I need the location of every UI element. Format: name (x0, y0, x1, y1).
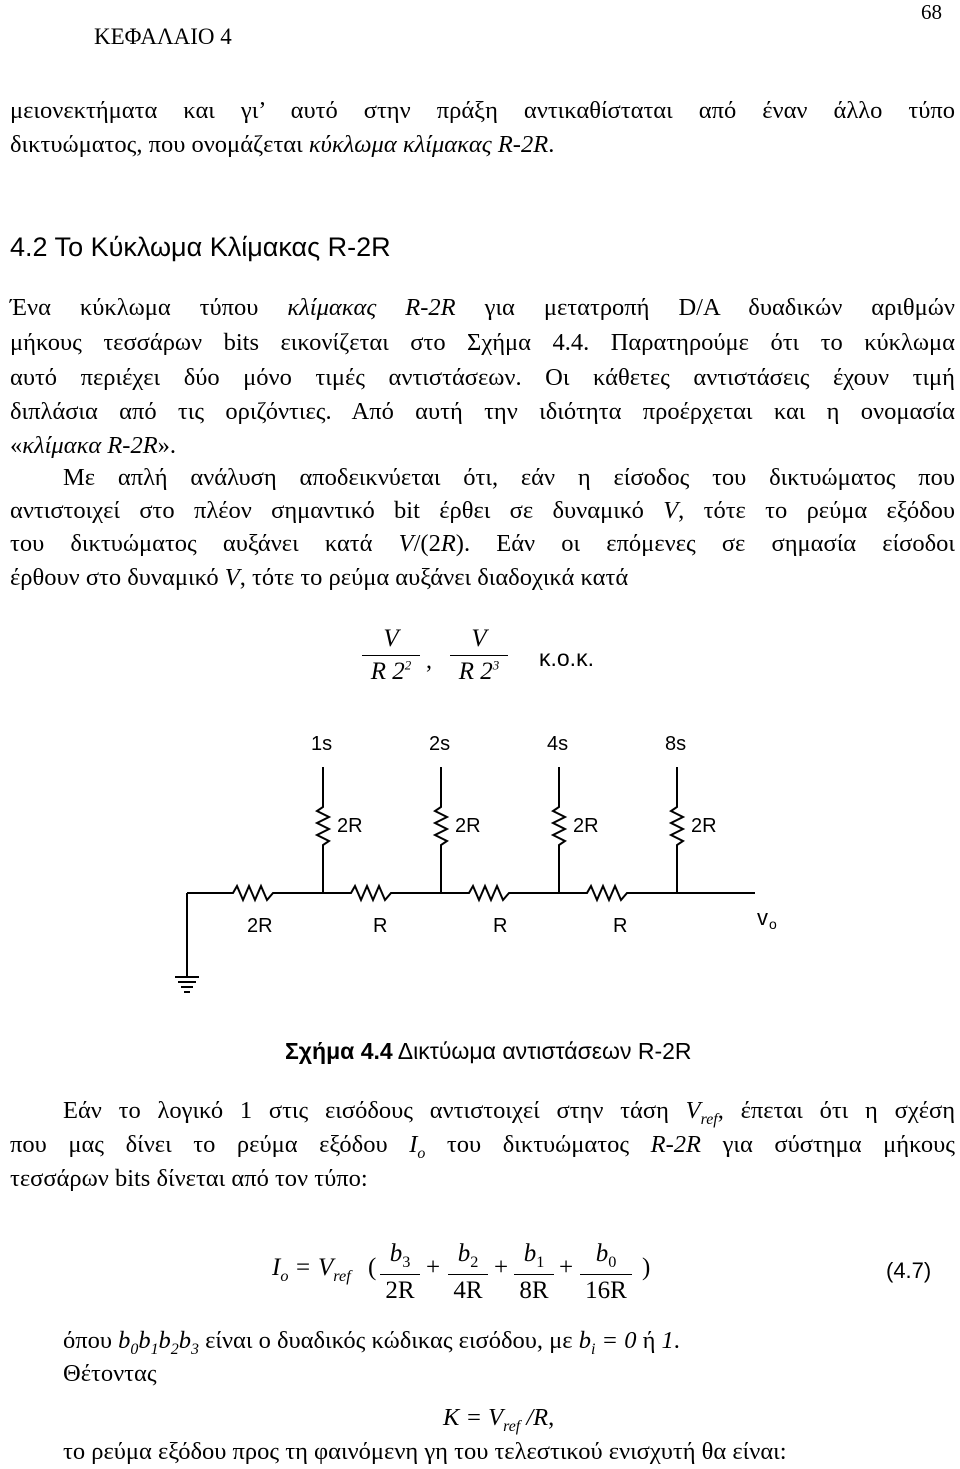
para3-line-1 (63, 1097, 955, 1129)
var-r2r: R-2R (650, 1131, 701, 1158)
fraction-denominator: R $2^2$ (370, 658, 412, 686)
equation-lhs: $I_o$ (272, 1254, 289, 1285)
para1-term: κλίμακα R-2R (22, 432, 158, 459)
horizontal-resistor-label: R (493, 915, 508, 937)
var-v: V (663, 497, 679, 524)
var-bi: $b_i = 0$ (578, 1327, 637, 1358)
equation-close-paren: ) (642, 1254, 651, 1281)
vertical-resistor-label: 2R (337, 815, 363, 837)
horizontal-resistor-label: R (613, 915, 628, 937)
fraction-numerator: V (383, 625, 399, 652)
para3-text: του δικτυώματος (425, 1131, 651, 1158)
para3-text: , έπεται ότι η σχέση (717, 1097, 956, 1124)
vertical-resistor-label: 2R (455, 815, 481, 837)
figure-caption (285, 1038, 692, 1065)
para3-line-2 (10, 1131, 955, 1163)
quote-close: ». (157, 432, 177, 459)
horizontal-resistor-label: 2R (247, 915, 273, 937)
equation-plus: + (426, 1254, 441, 1281)
para2-line-1: Με απλή ανάλυση αποδεικνύεται ότι, εάν η είσοδος του δικτυώματος που (63, 464, 955, 491)
caption-label: Σχήμα 4.4 (285, 1038, 393, 1064)
equation-number: (4.7) (886, 1258, 932, 1283)
fraction-2 (450, 625, 508, 686)
var-v: V (224, 564, 240, 591)
para4-line-2: Θέτοντας (63, 1360, 157, 1387)
para1-text: Ένα κύκλωμα τύπου (10, 294, 288, 321)
para1-term: κλίμακας R-2R (287, 294, 456, 321)
fraction-denominator: R $2^3$ (458, 658, 500, 686)
input-label-2s: 2s (429, 733, 451, 755)
vertical-branch-3 (553, 767, 565, 893)
equation-plus: + (559, 1254, 574, 1281)
var-vref: $V_{ref}$ (685, 1097, 718, 1128)
para2-line-2 (10, 497, 955, 525)
intro-text: δικτυώματος, που ονομάζεται (10, 131, 309, 158)
para2-text: , τότε το ρεύμα αυξάνει διαδοχικά κατά (239, 564, 629, 591)
vertical-branch-4 (671, 767, 683, 893)
fraction-numerator: V (471, 625, 487, 652)
para2-text: /(2 (413, 530, 441, 557)
equation-term-1: $b_3$ 2R (380, 1240, 420, 1305)
para1-line-5 (10, 432, 176, 460)
para2-text: , τότε το ρεύμα εξόδου (678, 497, 955, 524)
output-label: v (757, 905, 768, 930)
intro-line-1: μειονεκτήματα και γι’ αυτό στην πράξη αντικαθίσταται από έναν άλλο τύπο (10, 97, 955, 124)
k-definition: $K = V_{ref}$ /R, (443, 1404, 555, 1435)
equation-plus: + (494, 1254, 509, 1281)
fraction-separator: , (426, 648, 432, 674)
intro-period: . (548, 131, 555, 158)
intro-line-2 (10, 131, 554, 159)
vertical-resistor-label: 2R (573, 815, 599, 837)
fraction-1 (362, 625, 420, 686)
r2r-ladder-diagram (175, 725, 795, 1010)
page-number: 68 (921, 0, 942, 24)
para3-text: Εάν το λογικό 1 στις εισόδους αντιστοιχεί στην τάση (63, 1097, 686, 1124)
chapter-header: ΚΕΦΑΛΑΙΟ 4 (94, 24, 232, 49)
para4-line-1: όπου $b_0b_1b_2b_3$ είναι ο δυαδικός κώδικας εισόδου, με $b_i = 0$ ή 1. (63, 1327, 680, 1358)
para3-text: για σύστημα μήκους (701, 1131, 956, 1158)
para1-line-1 (10, 294, 955, 322)
vertical-branch-2 (435, 767, 447, 893)
caption-text: Δικτύωμα αντιστάσεων R-2R (392, 1038, 692, 1064)
para3-text: που μας δίνει το ρεύμα εξόδου (10, 1131, 410, 1158)
para2-line-3 (10, 530, 955, 558)
equation-term-2: $b_2$ 4R (448, 1240, 488, 1305)
equation-term-4: $b_0$ 16R (580, 1240, 632, 1305)
equation-vref: $V_{ref}$ (318, 1254, 351, 1285)
para2-text: ). Εάν οι επόμενες σε σημασία είσοδοι (455, 530, 955, 557)
var-bits: $b_0b_1b_2b_3$ (118, 1327, 199, 1358)
fraction-bar (362, 655, 420, 656)
var-v: V (398, 530, 414, 557)
horizontal-ladder (187, 886, 755, 900)
etc-label: κ.ο.κ. (539, 645, 594, 671)
para1-line-2: μήκους τεσσάρων bits εικονίζεται στο Σχήμα 4.4. Παρατηρούμε ότι το κύκλωμα (10, 329, 955, 356)
equation-equals: = (296, 1254, 311, 1281)
vertical-resistor-label: 2R (691, 815, 717, 837)
var-r: R (440, 530, 456, 557)
quote-open: « (10, 432, 23, 459)
section-title: 4.2 Το Κύκλωμα Κλίμακας R-2R (10, 232, 391, 262)
input-label-1s: 1s (311, 733, 333, 755)
equation-open-paren: ( (368, 1254, 377, 1281)
output-label-sub: o (769, 916, 777, 932)
var-io: $I_o$ (409, 1131, 426, 1162)
para1-line-4: διπλάσια από τις οριζόντιες. Από αυτή την ιδιότητα προέρχεται και η ονομασία (10, 398, 955, 425)
input-label-4s: 4s (547, 733, 569, 755)
para1-text: για μετατροπή D/A δυαδικών αριθμών (455, 294, 955, 321)
fraction-bar (450, 655, 508, 656)
horizontal-resistor-label: R (373, 915, 388, 937)
para1-line-3: αυτό περιέχει δύο μόνο τιμές αντιστάσεων. Οι κάθετες αντιστάσεις έχουν τιμή (10, 364, 955, 391)
equation-term-3: $b_1$ 8R (514, 1240, 554, 1305)
para2-text: έρθουν στο δυναμικό (10, 564, 225, 591)
input-label-8s: 8s (665, 733, 687, 755)
final-line: το ρεύμα εξόδου προς τη φαινόμενη γη του τελεστικού ενισχυτή θα είναι: (63, 1438, 787, 1465)
para2-line-4 (10, 564, 628, 592)
para3-line-3: τεσσάρων bits δίνεται από τον τύπο: (10, 1165, 368, 1192)
para2-text: αντιστοιχεί στο πλέον σημαντικό bit έρθει σε δυναμικό (10, 497, 664, 524)
vertical-branch-1 (317, 767, 329, 893)
intro-term: κύκλωμα κλίμακας R-2R (308, 131, 549, 158)
para2-text: του δικτυώματος αυξάνει κατά (10, 530, 399, 557)
